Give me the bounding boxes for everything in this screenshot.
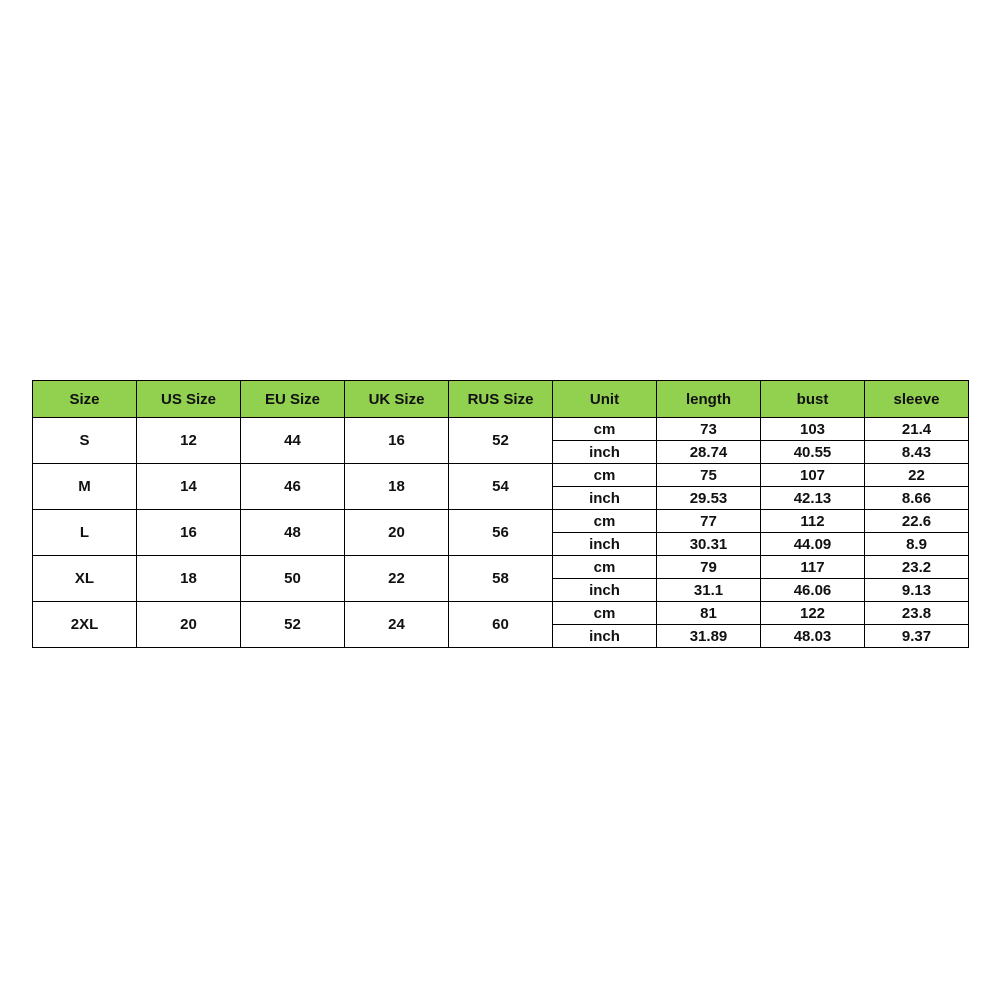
unit-cell: cm (553, 602, 657, 625)
rus-size-cell: 56 (449, 510, 553, 556)
table-row (33, 418, 969, 441)
bust-cell: 107 (761, 464, 865, 487)
rus-size-cell: 60 (449, 602, 553, 648)
header-sleeve: sleeve (865, 381, 969, 418)
unit-cell: cm (553, 464, 657, 487)
header-row (33, 381, 969, 418)
us-size-cell: 20 (137, 602, 241, 648)
length-cell: 75 (657, 464, 761, 487)
header-size: Size (33, 381, 137, 418)
uk-size-cell: 22 (345, 556, 449, 602)
unit-cell: inch (553, 533, 657, 556)
header-length: length (657, 381, 761, 418)
rus-size-cell: 54 (449, 464, 553, 510)
unit-cell: cm (553, 556, 657, 579)
bust-cell: 112 (761, 510, 865, 533)
bust-cell: 122 (761, 602, 865, 625)
us-size-cell: 14 (137, 464, 241, 510)
sleeve-cell: 22.6 (865, 510, 969, 533)
bust-cell: 46.06 (761, 579, 865, 602)
sleeve-cell: 8.9 (865, 533, 969, 556)
unit-cell: inch (553, 487, 657, 510)
eu-size-cell: 52 (241, 602, 345, 648)
bust-cell: 44.09 (761, 533, 865, 556)
table-body (33, 418, 969, 648)
length-cell: 81 (657, 602, 761, 625)
rus-size-cell: 58 (449, 556, 553, 602)
rus-size-cell: 52 (449, 418, 553, 464)
table-header (33, 381, 969, 418)
us-size-cell: 18 (137, 556, 241, 602)
length-cell: 73 (657, 418, 761, 441)
table-row (33, 556, 969, 579)
eu-size-cell: 48 (241, 510, 345, 556)
uk-size-cell: 20 (345, 510, 449, 556)
length-cell: 31.89 (657, 625, 761, 648)
sleeve-cell: 22 (865, 464, 969, 487)
sleeve-cell: 9.37 (865, 625, 969, 648)
us-size-cell: 12 (137, 418, 241, 464)
sleeve-cell: 21.4 (865, 418, 969, 441)
unit-cell: inch (553, 441, 657, 464)
bust-cell: 42.13 (761, 487, 865, 510)
uk-size-cell: 24 (345, 602, 449, 648)
length-cell: 30.31 (657, 533, 761, 556)
uk-size-cell: 18 (345, 464, 449, 510)
header-eu-size: EU Size (241, 381, 345, 418)
unit-cell: inch (553, 579, 657, 602)
sleeve-cell: 8.43 (865, 441, 969, 464)
size-chart-table (32, 380, 969, 648)
uk-size-cell: 16 (345, 418, 449, 464)
unit-cell: cm (553, 418, 657, 441)
unit-cell: inch (553, 625, 657, 648)
unit-cell: cm (553, 510, 657, 533)
header-uk-size: UK Size (345, 381, 449, 418)
us-size-cell: 16 (137, 510, 241, 556)
sleeve-cell: 9.13 (865, 579, 969, 602)
length-cell: 28.74 (657, 441, 761, 464)
size-cell: 2XL (33, 602, 137, 648)
sleeve-cell: 8.66 (865, 487, 969, 510)
eu-size-cell: 50 (241, 556, 345, 602)
table-row (33, 510, 969, 533)
size-cell: S (33, 418, 137, 464)
length-cell: 79 (657, 556, 761, 579)
table-row (33, 602, 969, 625)
header-unit: Unit (553, 381, 657, 418)
length-cell: 29.53 (657, 487, 761, 510)
bust-cell: 103 (761, 418, 865, 441)
eu-size-cell: 44 (241, 418, 345, 464)
bust-cell: 117 (761, 556, 865, 579)
header-rus-size: RUS Size (449, 381, 553, 418)
header-us-size: US Size (137, 381, 241, 418)
bust-cell: 48.03 (761, 625, 865, 648)
header-bust: bust (761, 381, 865, 418)
sleeve-cell: 23.2 (865, 556, 969, 579)
length-cell: 77 (657, 510, 761, 533)
sleeve-cell: 23.8 (865, 602, 969, 625)
bust-cell: 40.55 (761, 441, 865, 464)
size-cell: L (33, 510, 137, 556)
size-cell: M (33, 464, 137, 510)
size-cell: XL (33, 556, 137, 602)
eu-size-cell: 46 (241, 464, 345, 510)
table-row (33, 464, 969, 487)
length-cell: 31.1 (657, 579, 761, 602)
